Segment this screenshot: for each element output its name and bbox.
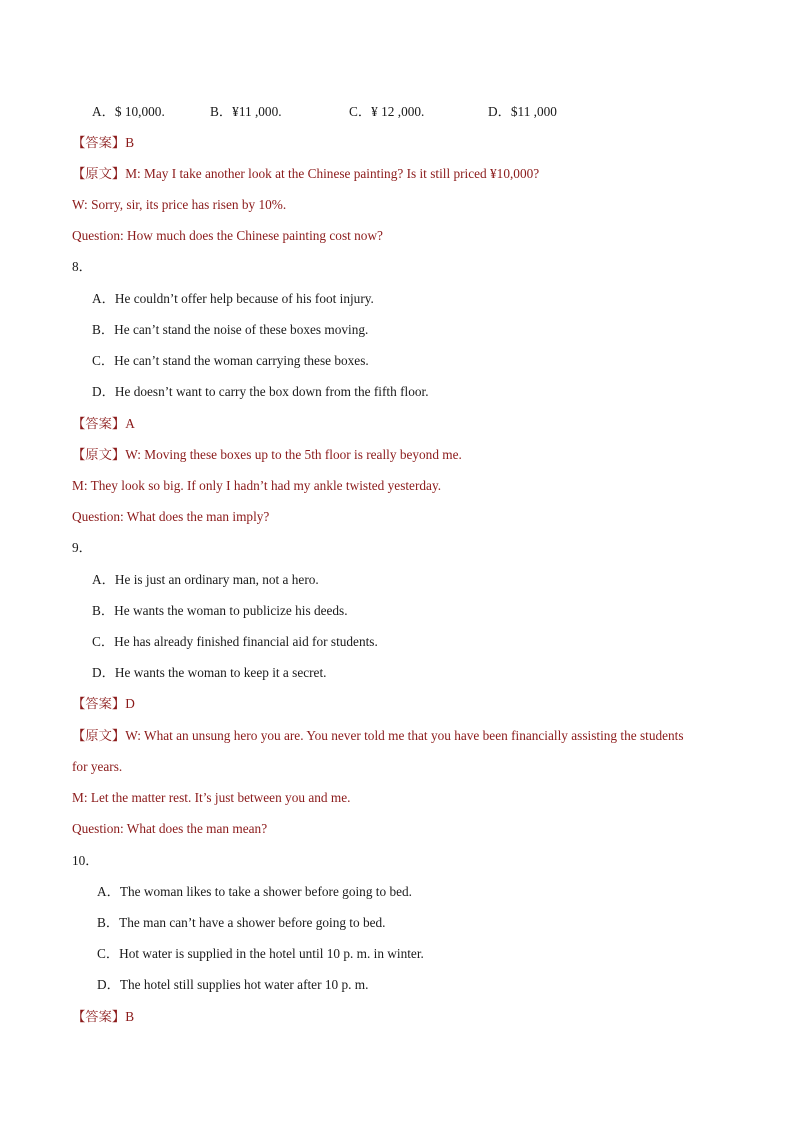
q7-answer — [72, 135, 134, 151]
q9-option-c: C．He has already finished financial aid for students. — [92, 634, 378, 649]
q8-script-line-2: M: They look so big. If only I hadn’t had my ankle twisted yesterday. — [72, 478, 442, 493]
script-text: W: Moving these boxes up to the 5th floor is really beyond me. — [125, 447, 462, 462]
answer-tag: 【答案】 — [72, 696, 126, 711]
q8-option-b: B．He can’t stand the noise of these boxes moving. — [92, 322, 369, 337]
script-tag: 【原文】 — [72, 447, 126, 462]
q7-script-line-1 — [72, 166, 539, 182]
q10-option-c: C．Hot water is supplied in the hotel until 10 p. m. in winter. — [97, 946, 424, 961]
q7-option-a: A．$ 10,000. — [92, 104, 165, 119]
answer-letter: D — [125, 696, 135, 711]
answer-tag: 【答案】 — [72, 416, 126, 431]
q8-answer — [72, 416, 135, 432]
q8-option-a: A．He couldn’t offer help because of his foot injury. — [92, 291, 374, 306]
q7-question: Question: How much does the Chinese painting cost now? — [72, 228, 383, 243]
script-tag: 【原文】 — [72, 166, 126, 181]
answer-letter: A — [125, 416, 135, 431]
q9-number: 9． — [72, 540, 92, 555]
answer-tag: 【答案】 — [72, 1009, 126, 1024]
q10-option-b: B．The man can’t have a shower before going to bed. — [97, 915, 386, 930]
q8-option-d: D．He doesn’t want to carry the box down from the fifth floor. — [92, 384, 429, 399]
q8-option-c: C．He can’t stand the woman carrying these boxes. — [92, 353, 369, 368]
q7-option-c: C．¥ 12 ,000. — [349, 104, 425, 119]
q10-number: 10． — [72, 853, 99, 868]
q8-question: Question: What does the man imply? — [72, 509, 270, 524]
q8-number: 8． — [72, 259, 92, 274]
q7-option-d: D．$11 ,000 — [488, 104, 557, 119]
q9-script-line-2: M: Let the matter rest. It’s just between you and me. — [72, 790, 351, 805]
script-tag: 【原文】 — [72, 728, 126, 743]
answer-letter: B — [125, 135, 135, 150]
q7-script-line-2: W: Sorry, sir, its price has risen by 10%. — [72, 197, 287, 212]
q8-script-line-1 — [72, 447, 462, 463]
q10-option-a: A．The woman likes to take a shower before going to bed. — [97, 884, 412, 899]
q9-option-d: D．He wants the woman to keep it a secret. — [92, 665, 327, 680]
answer-letter: B — [125, 1009, 135, 1024]
q9-option-a: A．He is just an ordinary man, not a hero. — [92, 572, 319, 587]
q7-option-b: B．¥11 ,000. — [210, 104, 282, 119]
q10-option-d: D．The hotel still supplies hot water after 10 p. m. — [97, 977, 369, 992]
script-text: W: What an unsung hero you are. You never told me that you have been financially assisting the students — [125, 728, 684, 743]
q9-question: Question: What does the man mean? — [72, 821, 268, 836]
q10-answer — [72, 1009, 134, 1025]
q9-answer — [72, 696, 135, 712]
q9-option-b: B．He wants the woman to publicize his deeds. — [92, 603, 348, 618]
q9-script-line-1-cont: for years. — [72, 759, 123, 774]
script-text: M: May I take another look at the Chinese painting? Is it still priced ¥10,000? — [125, 166, 540, 181]
q9-script-line-1 — [72, 728, 684, 744]
answer-tag: 【答案】 — [72, 135, 126, 150]
